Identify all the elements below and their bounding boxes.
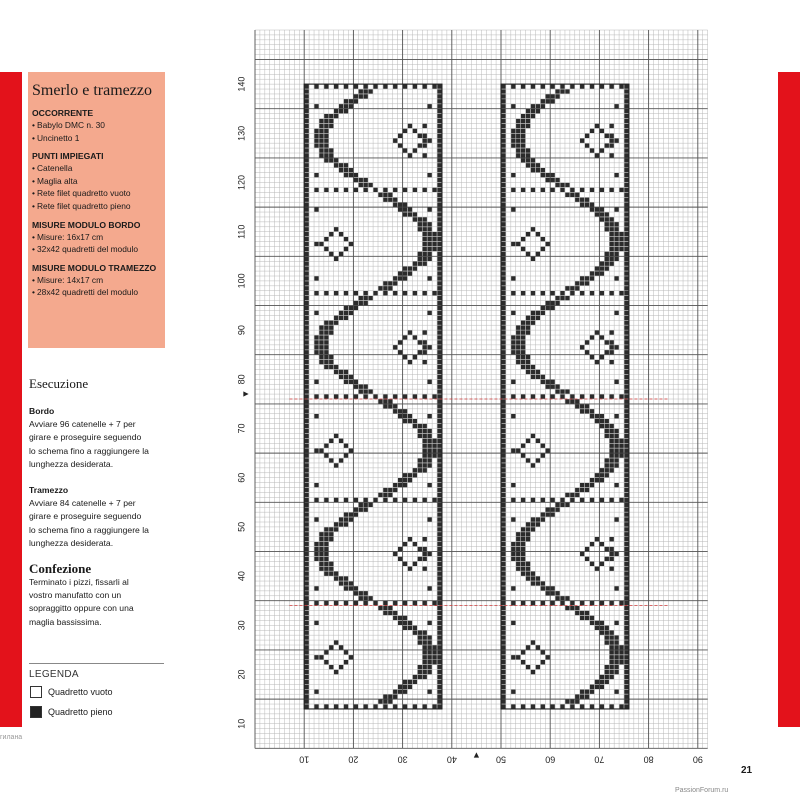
y-tick-label: 120 xyxy=(236,175,247,191)
tramezzo-line: lo schema fino a raggiungere la xyxy=(29,524,149,535)
x-tick-label: 10 xyxy=(299,754,310,765)
x-tick-label: 20 xyxy=(348,754,359,765)
page-number: 21 xyxy=(741,765,753,776)
legend-divider xyxy=(29,663,164,664)
bordo-line: girare e proseguire seguendo xyxy=(29,432,142,443)
tramezzo-instructions xyxy=(29,484,174,550)
x-tick-label: 40 xyxy=(446,754,457,765)
stitches-heading: PUNTI IMPIEGATI xyxy=(32,151,104,162)
materials-item: • Babylo DMC n. 30 xyxy=(32,119,161,132)
legend-empty-row xyxy=(30,686,113,698)
legend-full-row xyxy=(30,706,113,718)
y-tick-label: 80 xyxy=(236,374,247,385)
stitches-item: • Rete filet quadretto vuoto xyxy=(32,187,161,200)
bordo-line: Avviare 96 catenelle + 7 per xyxy=(29,419,136,430)
watermark-left: гилана xyxy=(0,734,23,741)
x-tick-label: 50 xyxy=(495,754,507,765)
x-tick-label: 30 xyxy=(397,754,408,765)
confezione-heading: Confezione xyxy=(29,561,92,576)
y-tick-label: 50 xyxy=(236,521,247,532)
insert-size-heading: MISURE MODULO TRAMEZZO xyxy=(32,262,157,273)
border-size-heading: MISURE MODULO BORDO xyxy=(32,219,141,230)
empty-square-icon xyxy=(30,686,42,698)
x-tick-label: 70 xyxy=(594,754,605,765)
row-marker-icon: ▼ xyxy=(240,389,251,399)
y-tick-label: 130 xyxy=(236,125,247,141)
y-tick-label: 20 xyxy=(236,669,247,680)
legend-full-label: Quadretto pieno xyxy=(48,707,113,717)
column-marker-icon: ▼ xyxy=(471,750,481,761)
bordo-line: lunghezza desiderata. xyxy=(29,458,114,469)
right-red-bar xyxy=(778,72,800,727)
materials-box xyxy=(28,72,165,348)
tramezzo-heading: Tramezzo xyxy=(29,485,69,495)
materials-heading: OCCORRENTE xyxy=(32,108,94,118)
left-red-bar xyxy=(0,72,22,727)
watermark-right: PassionForum.ru xyxy=(675,787,729,794)
pattern-title: Smerlo e tramezzo xyxy=(32,82,152,99)
y-tick-label: 30 xyxy=(236,620,247,631)
bordo-line: lo schema fino a raggiungere la xyxy=(29,445,149,456)
y-tick-label: 60 xyxy=(236,472,247,483)
y-tick-label: 40 xyxy=(236,571,247,582)
confezione-line: sopraggitto oppure con una xyxy=(29,603,134,614)
filled-square-icon xyxy=(30,706,42,718)
border-size-item: • Misure: 16x17 cm xyxy=(32,231,161,244)
bordo-instructions xyxy=(29,405,174,471)
confezione-line: vostro manufatto con un xyxy=(29,590,122,601)
confezione-instructions xyxy=(29,576,174,629)
legend-empty-label: Quadretto vuoto xyxy=(48,687,113,697)
y-tick-label: 110 xyxy=(236,224,247,239)
insert-size-item: • Misure: 14x17 cm xyxy=(32,274,161,287)
insert-size-item: • 28x42 quadretti del modulo xyxy=(32,286,161,299)
stitches-item: • Maglia alta xyxy=(32,175,161,188)
stitches-item: • Rete filet quadretto pieno xyxy=(32,200,161,213)
x-tick-label: 90 xyxy=(692,754,703,765)
legend-title: LEGENDA xyxy=(29,669,79,680)
tramezzo-line: Avviare 84 catenelle + 7 per xyxy=(29,498,136,509)
filet-crochet-chart xyxy=(230,28,710,773)
y-tick-label: 100 xyxy=(236,273,247,289)
execution-heading: Esecuzione xyxy=(29,376,89,391)
y-tick-label: 70 xyxy=(236,423,247,434)
bordo-heading: Bordo xyxy=(29,406,55,416)
materials-item: • Uncinetto 1 xyxy=(32,132,161,145)
x-tick-label: 80 xyxy=(643,754,654,765)
y-tick-label: 10 xyxy=(236,718,247,729)
border-size-item: • 32x42 quadretti del modulo xyxy=(32,243,161,256)
x-tick-label: 60 xyxy=(545,754,556,765)
y-tick-label: 90 xyxy=(236,325,247,336)
confezione-line: Terminato i pizzi, fissarli al xyxy=(29,577,129,587)
confezione-line: maglia bassissima. xyxy=(29,616,102,627)
stitches-item: • Catenella xyxy=(32,162,161,175)
tramezzo-line: lunghezza desiderata. xyxy=(29,537,114,548)
tramezzo-line: girare e proseguire seguendo xyxy=(29,511,142,522)
y-tick-label: 140 xyxy=(236,76,247,92)
